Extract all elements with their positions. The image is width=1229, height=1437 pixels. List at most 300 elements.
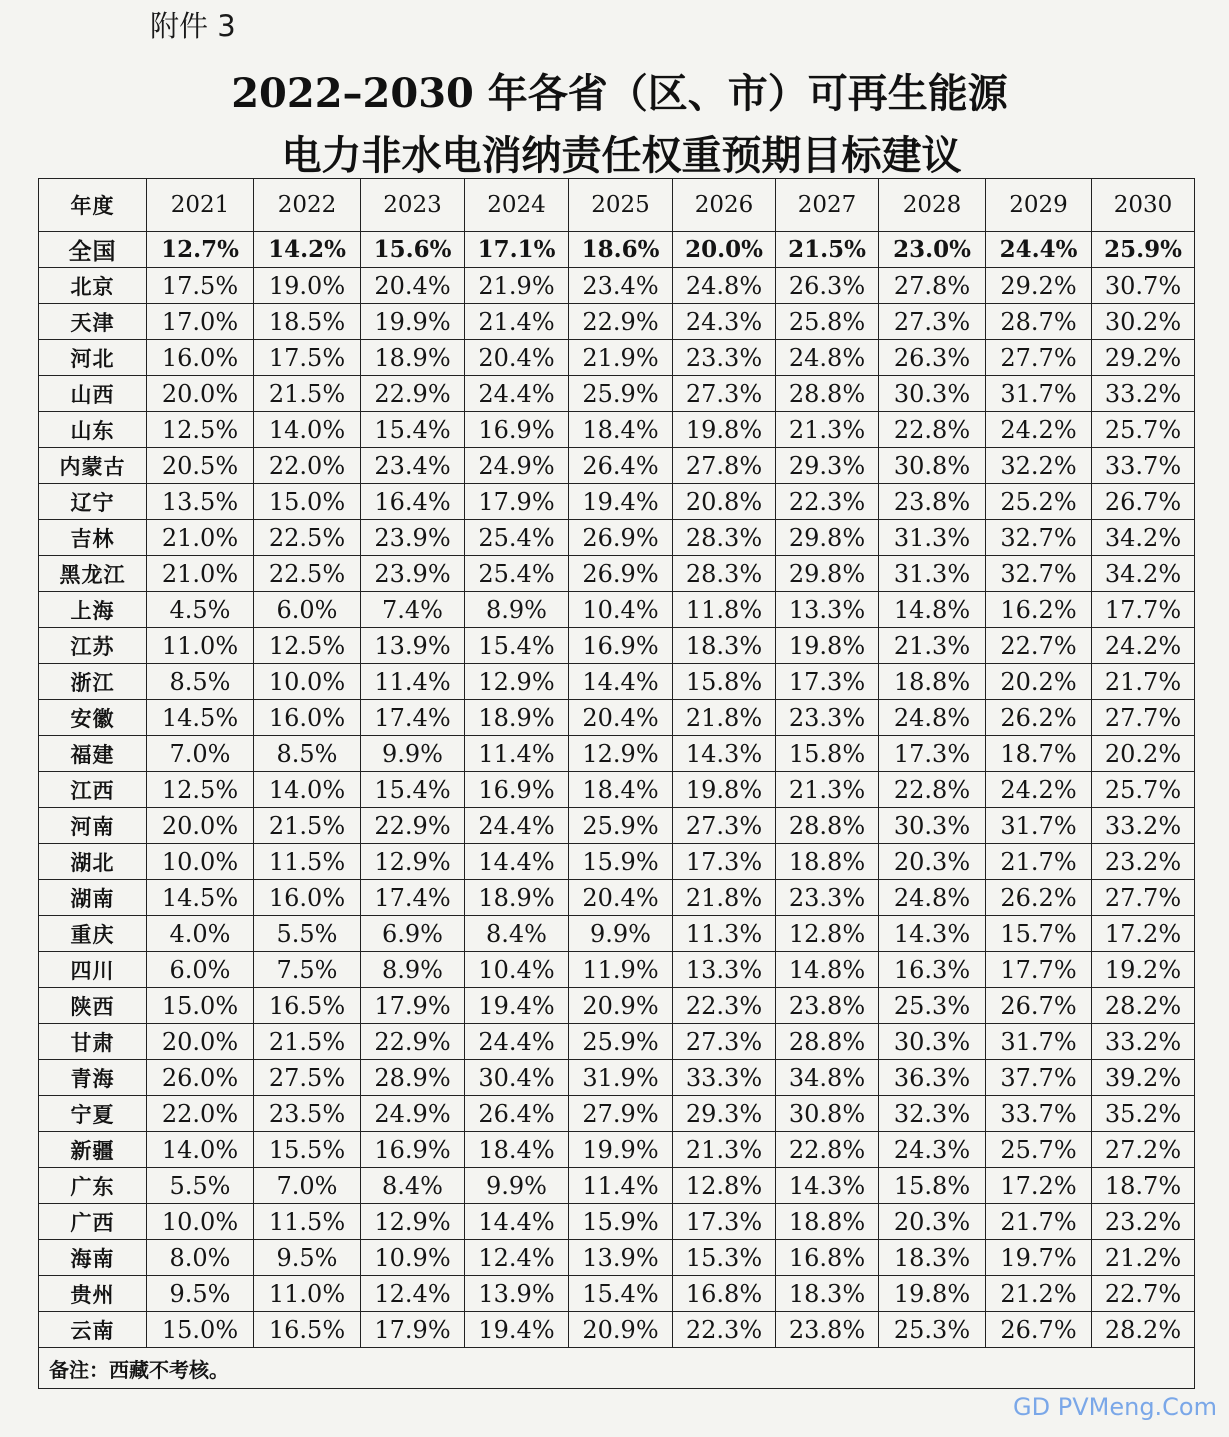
weight-value-cell: 20.0% bbox=[147, 808, 254, 844]
weight-value-cell: 27.8% bbox=[673, 448, 776, 484]
weight-value-cell: 28.3% bbox=[673, 556, 776, 592]
weight-value-cell: 20.0% bbox=[673, 232, 776, 268]
weight-value-cell: 32.7% bbox=[986, 556, 1092, 592]
weight-value-cell: 27.7% bbox=[1092, 700, 1195, 736]
weight-value-cell: 24.2% bbox=[986, 772, 1092, 808]
weight-value-cell: 22.9% bbox=[569, 304, 673, 340]
weight-value-cell: 8.5% bbox=[147, 664, 254, 700]
document-title-line-1: 2022–2030 年各省（区、市）可再生能源 bbox=[231, 70, 1008, 117]
weight-value-cell: 23.9% bbox=[361, 556, 465, 592]
weight-value-cell: 17.2% bbox=[986, 1168, 1092, 1204]
weight-value-cell: 22.3% bbox=[776, 484, 879, 520]
region-name-cell: 青海 bbox=[39, 1060, 147, 1096]
weight-value-cell: 6.0% bbox=[147, 952, 254, 988]
weight-value-cell: 20.2% bbox=[986, 664, 1092, 700]
weight-value-cell: 30.3% bbox=[879, 808, 986, 844]
weight-value-cell: 18.3% bbox=[673, 628, 776, 664]
weight-value-cell: 23.4% bbox=[361, 448, 465, 484]
weight-value-cell: 26.3% bbox=[879, 340, 986, 376]
weight-value-cell: 12.7% bbox=[147, 232, 254, 268]
table-row bbox=[39, 556, 1195, 592]
weight-value-cell: 24.2% bbox=[986, 412, 1092, 448]
table-row bbox=[39, 772, 1195, 808]
weight-value-cell: 8.5% bbox=[254, 736, 361, 772]
weight-value-cell: 17.9% bbox=[465, 484, 569, 520]
weight-value-cell: 21.0% bbox=[147, 556, 254, 592]
weight-value-cell: 4.5% bbox=[147, 592, 254, 628]
weight-value-cell: 18.9% bbox=[465, 700, 569, 736]
weight-value-cell: 13.3% bbox=[673, 952, 776, 988]
weight-value-cell: 18.4% bbox=[569, 772, 673, 808]
weight-value-cell: 33.7% bbox=[1092, 448, 1195, 484]
weight-value-cell: 22.3% bbox=[673, 1312, 776, 1348]
region-name-cell: 浙江 bbox=[39, 664, 147, 700]
weight-value-cell: 27.8% bbox=[879, 268, 986, 304]
table-row bbox=[39, 1276, 1195, 1312]
table-row bbox=[39, 988, 1195, 1024]
region-name-cell: 江西 bbox=[39, 772, 147, 808]
weight-value-cell: 7.0% bbox=[254, 1168, 361, 1204]
weight-value-cell: 27.3% bbox=[879, 304, 986, 340]
weight-value-cell: 7.0% bbox=[147, 736, 254, 772]
weight-value-cell: 20.4% bbox=[569, 700, 673, 736]
header-cell-year-label: 年度 bbox=[39, 179, 147, 232]
weight-value-cell: 24.4% bbox=[465, 376, 569, 412]
weight-value-cell: 15.0% bbox=[147, 1312, 254, 1348]
weight-value-cell: 17.1% bbox=[465, 232, 569, 268]
region-name-cell: 云南 bbox=[39, 1312, 147, 1348]
weight-value-cell: 6.9% bbox=[361, 916, 465, 952]
weight-value-cell: 12.9% bbox=[569, 736, 673, 772]
weight-value-cell: 26.7% bbox=[986, 1312, 1092, 1348]
weight-value-cell: 24.8% bbox=[776, 340, 879, 376]
region-name-cell: 安徽 bbox=[39, 700, 147, 736]
weight-value-cell: 16.5% bbox=[254, 988, 361, 1024]
region-name-cell: 北京 bbox=[39, 268, 147, 304]
weight-value-cell: 29.8% bbox=[776, 520, 879, 556]
header-cell-year: 2030 bbox=[1092, 179, 1195, 232]
header-cell-year: 2028 bbox=[879, 179, 986, 232]
weight-value-cell: 26.4% bbox=[569, 448, 673, 484]
weight-value-cell: 17.3% bbox=[776, 664, 879, 700]
weight-value-cell: 21.5% bbox=[254, 376, 361, 412]
weight-value-cell: 32.3% bbox=[879, 1096, 986, 1132]
weight-value-cell: 28.8% bbox=[776, 808, 879, 844]
weight-value-cell: 30.3% bbox=[879, 1024, 986, 1060]
weight-value-cell: 12.5% bbox=[147, 412, 254, 448]
weight-value-cell: 14.4% bbox=[569, 664, 673, 700]
region-name-cell: 重庆 bbox=[39, 916, 147, 952]
weight-value-cell: 20.4% bbox=[569, 880, 673, 916]
weight-value-cell: 19.7% bbox=[986, 1240, 1092, 1276]
weight-value-cell: 11.0% bbox=[147, 628, 254, 664]
weight-value-cell: 16.9% bbox=[465, 772, 569, 808]
region-name-cell: 四川 bbox=[39, 952, 147, 988]
weight-value-cell: 10.4% bbox=[465, 952, 569, 988]
table-row bbox=[39, 844, 1195, 880]
weight-value-cell: 26.9% bbox=[569, 556, 673, 592]
weight-value-cell: 22.7% bbox=[986, 628, 1092, 664]
weight-value-cell: 28.2% bbox=[1092, 988, 1195, 1024]
weight-value-cell: 23.5% bbox=[254, 1096, 361, 1132]
weight-value-cell: 21.7% bbox=[986, 1204, 1092, 1240]
weight-value-cell: 7.5% bbox=[254, 952, 361, 988]
weight-value-cell: 21.9% bbox=[465, 268, 569, 304]
weight-value-cell: 21.7% bbox=[1092, 664, 1195, 700]
weight-value-cell: 21.3% bbox=[776, 772, 879, 808]
weight-value-cell: 16.9% bbox=[361, 1132, 465, 1168]
weight-value-cell: 25.2% bbox=[986, 484, 1092, 520]
weight-value-cell: 12.9% bbox=[465, 664, 569, 700]
weight-value-cell: 23.3% bbox=[776, 700, 879, 736]
weight-value-cell: 28.8% bbox=[776, 376, 879, 412]
weight-value-cell: 11.4% bbox=[465, 736, 569, 772]
table-row bbox=[39, 1204, 1195, 1240]
weight-value-cell: 17.0% bbox=[147, 304, 254, 340]
weight-value-cell: 19.4% bbox=[465, 1312, 569, 1348]
weight-value-cell: 11.5% bbox=[254, 844, 361, 880]
weight-value-cell: 12.8% bbox=[673, 1168, 776, 1204]
region-name-cell: 甘肃 bbox=[39, 1024, 147, 1060]
weight-value-cell: 28.7% bbox=[986, 304, 1092, 340]
weight-value-cell: 15.9% bbox=[569, 1204, 673, 1240]
weight-value-cell: 18.3% bbox=[879, 1240, 986, 1276]
document-title-line-2: 电力非水电消纳责任权重预期目标建议 bbox=[281, 132, 962, 179]
table-row bbox=[39, 916, 1195, 952]
region-name-cell: 广东 bbox=[39, 1168, 147, 1204]
weight-value-cell: 20.8% bbox=[673, 484, 776, 520]
weight-value-cell: 22.8% bbox=[879, 772, 986, 808]
weight-value-cell: 9.9% bbox=[569, 916, 673, 952]
weight-value-cell: 22.7% bbox=[1092, 1276, 1195, 1312]
weight-value-cell: 25.8% bbox=[776, 304, 879, 340]
header-cell-year: 2024 bbox=[465, 179, 569, 232]
weight-value-cell: 21.2% bbox=[986, 1276, 1092, 1312]
weight-value-cell: 25.4% bbox=[465, 556, 569, 592]
weight-value-cell: 14.2% bbox=[254, 232, 361, 268]
weight-value-cell: 25.7% bbox=[1092, 412, 1195, 448]
table-row bbox=[39, 952, 1195, 988]
weight-value-cell: 23.8% bbox=[879, 484, 986, 520]
weight-value-cell: 27.2% bbox=[1092, 1132, 1195, 1168]
table-row bbox=[39, 304, 1195, 340]
weight-value-cell: 28.2% bbox=[1092, 1312, 1195, 1348]
weight-value-cell: 19.4% bbox=[569, 484, 673, 520]
table-row bbox=[39, 1168, 1195, 1204]
weight-value-cell: 22.9% bbox=[361, 376, 465, 412]
weight-value-cell: 19.8% bbox=[673, 412, 776, 448]
weight-value-cell: 17.4% bbox=[361, 880, 465, 916]
attachment-label: 附件 3 bbox=[150, 9, 236, 43]
weight-value-cell: 21.3% bbox=[673, 1132, 776, 1168]
weight-value-cell: 11.3% bbox=[673, 916, 776, 952]
target-table-container bbox=[38, 178, 1194, 1389]
weight-value-cell: 27.3% bbox=[673, 808, 776, 844]
weight-value-cell: 12.5% bbox=[147, 772, 254, 808]
weight-value-cell: 13.9% bbox=[361, 628, 465, 664]
table-row bbox=[39, 1060, 1195, 1096]
weight-value-cell: 22.3% bbox=[673, 988, 776, 1024]
weight-value-cell: 23.4% bbox=[569, 268, 673, 304]
weight-value-cell: 27.5% bbox=[254, 1060, 361, 1096]
header-cell-year: 2025 bbox=[569, 179, 673, 232]
weight-value-cell: 21.3% bbox=[776, 412, 879, 448]
weight-value-cell: 17.9% bbox=[361, 1312, 465, 1348]
weight-value-cell: 14.5% bbox=[147, 880, 254, 916]
weight-value-cell: 12.4% bbox=[465, 1240, 569, 1276]
weight-value-cell: 14.0% bbox=[147, 1132, 254, 1168]
weight-value-cell: 12.5% bbox=[254, 628, 361, 664]
weight-value-cell: 22.9% bbox=[361, 808, 465, 844]
weight-value-cell: 16.9% bbox=[569, 628, 673, 664]
weight-value-cell: 26.7% bbox=[986, 988, 1092, 1024]
weight-value-cell: 16.5% bbox=[254, 1312, 361, 1348]
weight-value-cell: 23.0% bbox=[879, 232, 986, 268]
weight-value-cell: 15.9% bbox=[569, 844, 673, 880]
weight-value-cell: 30.3% bbox=[879, 376, 986, 412]
weight-value-cell: 18.4% bbox=[465, 1132, 569, 1168]
table-row bbox=[39, 880, 1195, 916]
weight-value-cell: 16.4% bbox=[361, 484, 465, 520]
weight-value-cell: 14.3% bbox=[879, 916, 986, 952]
weight-value-cell: 22.9% bbox=[361, 1024, 465, 1060]
weight-value-cell: 6.0% bbox=[254, 592, 361, 628]
weight-value-cell: 20.2% bbox=[1092, 736, 1195, 772]
table-row bbox=[39, 736, 1195, 772]
weight-value-cell: 29.8% bbox=[776, 556, 879, 592]
weight-value-cell: 15.8% bbox=[673, 664, 776, 700]
weight-value-cell: 16.9% bbox=[465, 412, 569, 448]
weight-value-cell: 31.7% bbox=[986, 1024, 1092, 1060]
weight-value-cell: 21.3% bbox=[879, 628, 986, 664]
weight-value-cell: 17.3% bbox=[879, 736, 986, 772]
weight-value-cell: 23.8% bbox=[776, 1312, 879, 1348]
weight-value-cell: 17.7% bbox=[1092, 592, 1195, 628]
weight-value-cell: 10.0% bbox=[254, 664, 361, 700]
weight-value-cell: 25.7% bbox=[1092, 772, 1195, 808]
weight-value-cell: 16.2% bbox=[986, 592, 1092, 628]
weight-value-cell: 19.0% bbox=[254, 268, 361, 304]
weight-value-cell: 12.8% bbox=[776, 916, 879, 952]
watermark-text: GD PVMeng.Com bbox=[1013, 1393, 1217, 1421]
weight-value-cell: 22.5% bbox=[254, 520, 361, 556]
weight-value-cell: 13.9% bbox=[465, 1276, 569, 1312]
table-row bbox=[39, 412, 1195, 448]
weight-value-cell: 9.9% bbox=[465, 1168, 569, 1204]
weight-value-cell: 15.0% bbox=[147, 988, 254, 1024]
weight-value-cell: 8.9% bbox=[465, 592, 569, 628]
region-name-cell: 海南 bbox=[39, 1240, 147, 1276]
region-name-cell: 河北 bbox=[39, 340, 147, 376]
weight-value-cell: 23.2% bbox=[1092, 844, 1195, 880]
weight-value-cell: 10.0% bbox=[147, 844, 254, 880]
table-row bbox=[39, 1312, 1195, 1348]
weight-value-cell: 24.3% bbox=[673, 304, 776, 340]
weight-value-cell: 31.7% bbox=[986, 808, 1092, 844]
region-name-cell: 辽宁 bbox=[39, 484, 147, 520]
weight-value-cell: 20.5% bbox=[147, 448, 254, 484]
weight-value-cell: 24.4% bbox=[465, 1024, 569, 1060]
weight-value-cell: 17.7% bbox=[986, 952, 1092, 988]
weight-value-cell: 10.0% bbox=[147, 1204, 254, 1240]
weight-value-cell: 11.9% bbox=[569, 952, 673, 988]
table-row bbox=[39, 484, 1195, 520]
weight-value-cell: 22.0% bbox=[147, 1096, 254, 1132]
weight-value-cell: 25.9% bbox=[569, 1024, 673, 1060]
weight-value-cell: 21.0% bbox=[147, 520, 254, 556]
weight-value-cell: 19.4% bbox=[465, 988, 569, 1024]
weight-value-cell: 23.2% bbox=[1092, 1204, 1195, 1240]
weight-value-cell: 30.2% bbox=[1092, 304, 1195, 340]
weight-value-cell: 30.4% bbox=[465, 1060, 569, 1096]
weight-value-cell: 33.7% bbox=[986, 1096, 1092, 1132]
weight-value-cell: 12.9% bbox=[361, 844, 465, 880]
weight-value-cell: 15.4% bbox=[361, 772, 465, 808]
weight-value-cell: 20.0% bbox=[147, 1024, 254, 1060]
weight-value-cell: 17.9% bbox=[361, 988, 465, 1024]
weight-value-cell: 14.3% bbox=[673, 736, 776, 772]
weight-value-cell: 18.8% bbox=[776, 844, 879, 880]
weight-value-cell: 26.2% bbox=[986, 700, 1092, 736]
weight-value-cell: 9.9% bbox=[361, 736, 465, 772]
table-row bbox=[39, 664, 1195, 700]
table-row bbox=[39, 268, 1195, 304]
weight-value-cell: 10.9% bbox=[361, 1240, 465, 1276]
weight-value-cell: 34.2% bbox=[1092, 520, 1195, 556]
weight-value-cell: 18.9% bbox=[465, 880, 569, 916]
weight-value-cell: 21.5% bbox=[254, 1024, 361, 1060]
weight-value-cell: 7.4% bbox=[361, 592, 465, 628]
weight-value-cell: 20.0% bbox=[147, 376, 254, 412]
weight-value-cell: 15.7% bbox=[986, 916, 1092, 952]
region-name-cell: 湖南 bbox=[39, 880, 147, 916]
weight-value-cell: 22.0% bbox=[254, 448, 361, 484]
weight-value-cell: 33.3% bbox=[673, 1060, 776, 1096]
region-name-cell: 河南 bbox=[39, 808, 147, 844]
weight-value-cell: 12.4% bbox=[361, 1276, 465, 1312]
weight-value-cell: 21.4% bbox=[465, 304, 569, 340]
weight-value-cell: 22.8% bbox=[776, 1132, 879, 1168]
header-cell-year: 2022 bbox=[254, 179, 361, 232]
weight-value-cell: 21.8% bbox=[673, 700, 776, 736]
weight-value-cell: 30.8% bbox=[879, 448, 986, 484]
weight-value-cell: 23.3% bbox=[776, 880, 879, 916]
weight-value-cell: 8.4% bbox=[465, 916, 569, 952]
weight-value-cell: 20.4% bbox=[465, 340, 569, 376]
weight-value-cell: 19.8% bbox=[879, 1276, 986, 1312]
weight-value-cell: 26.0% bbox=[147, 1060, 254, 1096]
table-note: 备注：西藏不考核。 bbox=[39, 1348, 1195, 1389]
weight-value-cell: 11.0% bbox=[254, 1276, 361, 1312]
weight-value-cell: 32.2% bbox=[986, 448, 1092, 484]
header-cell-year: 2027 bbox=[776, 179, 879, 232]
weight-value-cell: 18.8% bbox=[776, 1204, 879, 1240]
weight-value-cell: 16.8% bbox=[673, 1276, 776, 1312]
weight-value-cell: 11.5% bbox=[254, 1204, 361, 1240]
weight-value-cell: 28.3% bbox=[673, 520, 776, 556]
weight-value-cell: 34.8% bbox=[776, 1060, 879, 1096]
weight-value-cell: 15.4% bbox=[569, 1276, 673, 1312]
weight-value-cell: 25.9% bbox=[1092, 232, 1195, 268]
weight-value-cell: 25.4% bbox=[465, 520, 569, 556]
table-row bbox=[39, 448, 1195, 484]
weight-value-cell: 29.3% bbox=[776, 448, 879, 484]
region-name-cell: 内蒙古 bbox=[39, 448, 147, 484]
weight-value-cell: 31.9% bbox=[569, 1060, 673, 1096]
weight-value-cell: 5.5% bbox=[254, 916, 361, 952]
weight-value-cell: 25.9% bbox=[569, 376, 673, 412]
weight-value-cell: 24.4% bbox=[986, 232, 1092, 268]
weight-value-cell: 26.3% bbox=[776, 268, 879, 304]
weight-value-cell: 26.9% bbox=[569, 520, 673, 556]
region-name-cell: 陕西 bbox=[39, 988, 147, 1024]
table-row-national bbox=[39, 232, 1195, 268]
weight-value-cell: 39.2% bbox=[1092, 1060, 1195, 1096]
region-name-cell: 福建 bbox=[39, 736, 147, 772]
region-name-cell: 新疆 bbox=[39, 1132, 147, 1168]
region-name-cell: 黑龙江 bbox=[39, 556, 147, 592]
weight-value-cell: 30.7% bbox=[1092, 268, 1195, 304]
weight-value-cell: 21.2% bbox=[1092, 1240, 1195, 1276]
weight-value-cell: 29.2% bbox=[1092, 340, 1195, 376]
weight-value-cell: 18.8% bbox=[879, 664, 986, 700]
weight-value-cell: 27.7% bbox=[1092, 880, 1195, 916]
weight-value-cell: 18.5% bbox=[254, 304, 361, 340]
weight-value-cell: 19.8% bbox=[673, 772, 776, 808]
region-name-cell: 宁夏 bbox=[39, 1096, 147, 1132]
weight-value-cell: 18.6% bbox=[569, 232, 673, 268]
weight-value-cell: 14.8% bbox=[776, 952, 879, 988]
weight-value-cell: 27.9% bbox=[569, 1096, 673, 1132]
weight-value-cell: 24.4% bbox=[465, 808, 569, 844]
weight-value-cell: 21.9% bbox=[569, 340, 673, 376]
table-row bbox=[39, 1132, 1195, 1168]
weight-value-cell: 13.3% bbox=[776, 592, 879, 628]
weight-value-cell: 15.4% bbox=[465, 628, 569, 664]
weight-value-cell: 32.7% bbox=[986, 520, 1092, 556]
weight-value-cell: 10.4% bbox=[569, 592, 673, 628]
weight-value-cell: 21.8% bbox=[673, 880, 776, 916]
header-cell-year: 2023 bbox=[361, 179, 465, 232]
weight-value-cell: 23.3% bbox=[673, 340, 776, 376]
weight-value-cell: 17.5% bbox=[147, 268, 254, 304]
weight-value-cell: 15.8% bbox=[879, 1168, 986, 1204]
header-cell-year: 2021 bbox=[147, 179, 254, 232]
weight-value-cell: 31.7% bbox=[986, 376, 1092, 412]
weight-value-cell: 31.3% bbox=[879, 520, 986, 556]
region-name-cell: 山东 bbox=[39, 412, 147, 448]
weight-value-cell: 23.9% bbox=[361, 520, 465, 556]
weight-value-cell: 26.4% bbox=[465, 1096, 569, 1132]
weight-value-cell: 24.8% bbox=[673, 268, 776, 304]
weight-value-cell: 20.9% bbox=[569, 1312, 673, 1348]
weight-value-cell: 8.4% bbox=[361, 1168, 465, 1204]
weight-value-cell: 14.4% bbox=[465, 844, 569, 880]
weight-value-cell: 16.0% bbox=[147, 340, 254, 376]
weight-value-cell: 29.2% bbox=[986, 268, 1092, 304]
weight-value-cell: 14.5% bbox=[147, 700, 254, 736]
weight-value-cell: 8.9% bbox=[361, 952, 465, 988]
weight-value-cell: 33.2% bbox=[1092, 808, 1195, 844]
weight-value-cell: 24.3% bbox=[879, 1132, 986, 1168]
weight-value-cell: 15.8% bbox=[776, 736, 879, 772]
table-row bbox=[39, 376, 1195, 412]
weight-value-cell: 18.4% bbox=[569, 412, 673, 448]
weight-value-cell: 29.3% bbox=[673, 1096, 776, 1132]
weight-value-cell: 27.3% bbox=[673, 1024, 776, 1060]
weight-value-cell: 20.3% bbox=[879, 844, 986, 880]
weight-value-cell: 35.2% bbox=[1092, 1096, 1195, 1132]
